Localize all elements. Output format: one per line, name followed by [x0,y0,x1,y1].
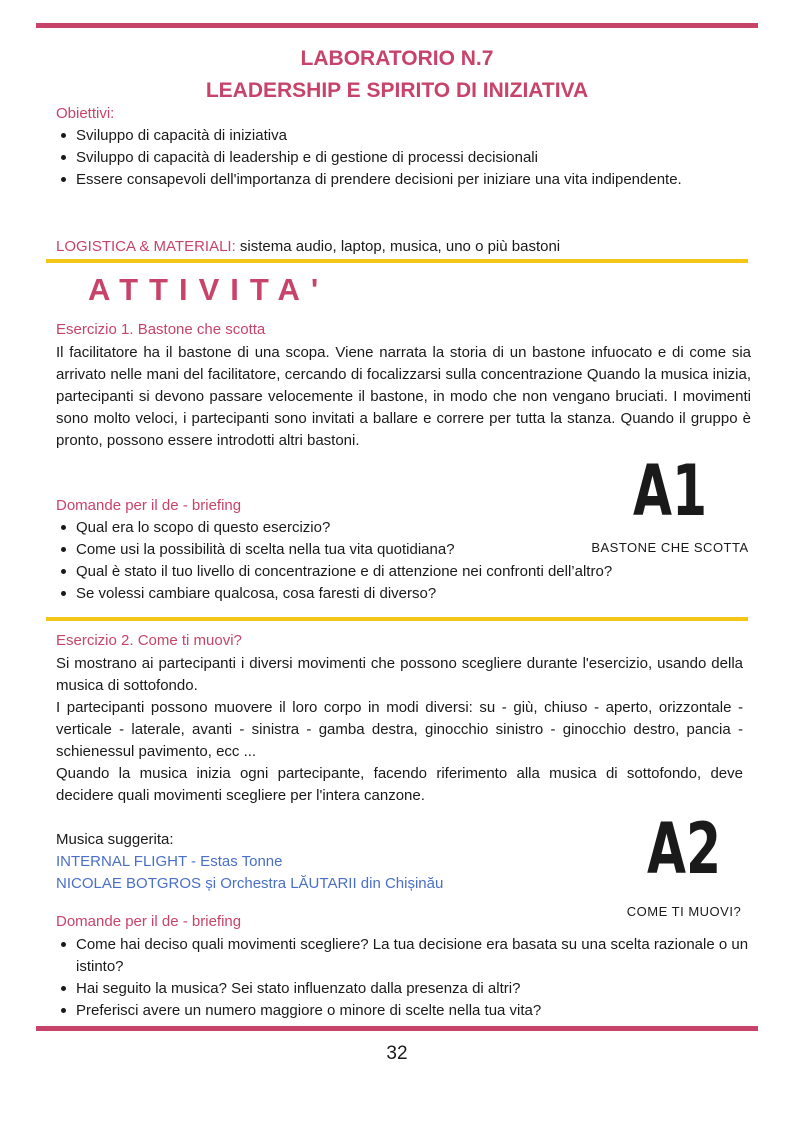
exercise1-title: Esercizio 1. Bastone che scotta [56,321,266,338]
logistics-label: LOGISTICA & MATERIALI: [56,238,236,255]
objective-item: Sviluppo di capacità di leadership e di gestione di processi decisionali [76,147,736,169]
question-item: Come hai deciso quali movimenti scegliere? La tua decisione era basata su una scelta razionale o un istinto? [76,934,766,978]
question-item: Come usi la possibilità di scelta nella tua vita quotidiana? [76,539,766,561]
exercise2-debrief-label: Domande per il de - briefing [56,913,242,930]
section-divider [46,259,748,263]
bottom-divider [36,1026,758,1031]
music-track-2: NICOLAE BOTGROS și Orchestra LĂUTARII din Chișinău [56,875,444,892]
top-divider [36,23,758,28]
question-item: Qual è stato il tuo livello di concentrazione e di attenzione nei confronti dell’altro? [76,561,766,583]
exercise1-code: A1 [632,450,708,532]
exercise2-questions [56,934,766,1022]
exercise2-code: A2 [646,808,722,890]
exercise2-title: Esercizio 2. Come ti muovi? [56,632,242,649]
objective-item: Sviluppo di capacità di iniziativa [76,125,736,147]
objectives-list [56,125,736,191]
exercise1-caption: BASTONE CHE SCOTTA [591,540,749,555]
page-title-line1: LABORATORIO N.7 [300,47,494,70]
section-title: ATTIVITA' [88,272,330,307]
exercise1-debrief-label: Domande per il de - briefing [56,497,242,514]
question-item: Preferisci avere un numero maggiore o minore di scelte nella tua vita? [76,1000,766,1022]
page-title-line2: LEADERSHIP E SPIRITO DI INIZIATIVA [205,79,589,102]
music-track-1: INTERNAL FLIGHT - Estas Tonne [56,853,283,870]
exercise-divider [46,617,748,621]
page-number: 32 [386,1043,408,1064]
music-label: Musica suggerita: [56,831,174,848]
logistics-value: sistema audio, laptop, musica, uno o più bastoni [235,238,561,255]
exercise2-body-1: Si mostrano ai partecipanti i diversi movimenti che possono scegliere durante l'esercizio, usando della musica di sottofondo. [56,655,743,694]
question-item: Hai seguito la musica? Sei stato influenzato dalla presenza di altri? [76,978,766,1000]
objective-item: Essere consapevoli dell'importanza di prendere decisioni per iniziare una vita indipendente. [76,169,736,191]
exercise2-caption: COME TI MUOVI? [626,904,742,919]
objectives-label: Obiettivi: [56,105,115,122]
exercise2-body-2: I partecipanti possono muovere il loro corpo in modi diversi: su - giù, chiuso - aperto, orizzontale - verticale - laterale, avanti - sinistra - gamba destra, ginocchio sinistro - ginocchio destro, pancia - schienessul pavimento, ecc ... [56,699,743,760]
exercise1-body: Il facilitatore ha il bastone di una scopa. Viene narrata la storia di un bastone infuocato e di come sia arrivato nelle mani del facilitatore, cercando di focalizzarsi sulla concentrazione Quando la musica inizia, partecipanti si devono passare velocemente il bastone, in modo che non vengano bruciati. I movimenti sono molto veloci, i partecipanti sono invitati a ballare e correre per tutta la stanza. Quando il gruppo è pronto, possono essere introdotti altri bastoni. [56,344,751,449]
exercise1-questions [56,517,766,605]
question-item: Se volessi cambiare qualcosa, cosa faresti di diverso? [76,583,766,605]
question-item: Qual era lo scopo di questo esercizio? [76,517,766,539]
exercise2-body-3: Quando la musica inizia ogni partecipante, facendo riferimento alla musica di sottofondo, deve decidere quali movimenti scegliere per l'intera canzone. [56,765,743,804]
logistics [56,236,560,258]
